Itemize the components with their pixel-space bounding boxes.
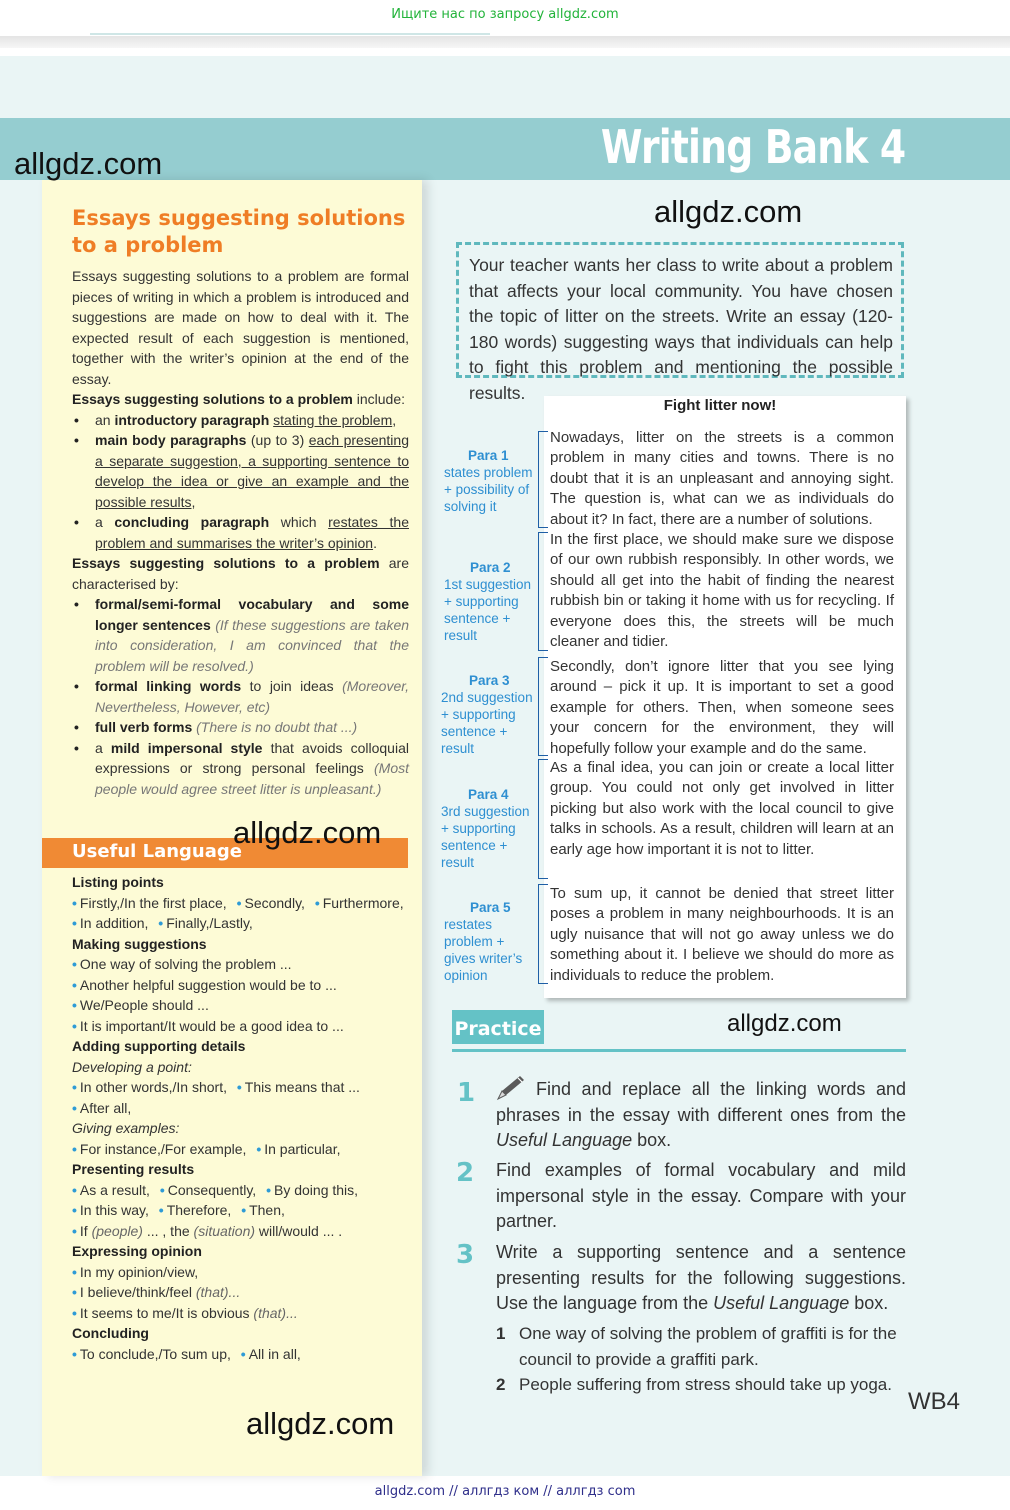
list-item: • a concluding paragraph which restates the problem and summarises the writer’s opinion.: [72, 512, 409, 553]
phrase-item: • If (people) ... , the (situation) will/would ... .: [72, 1222, 343, 1239]
phrase-item: • After all,: [72, 1099, 132, 1116]
list-item: • formal/semi-formal vocabulary and some longer sentences (If these suggestions are taken into consideration, I am convinced that the problem will be resolved.): [72, 594, 409, 676]
useful-language-body: [72, 872, 412, 1364]
essay-paragraph-1: Nowadays, litter on the streets is a common problem in many cities and towns. There is no doubt that it is an unpleasant and annoying sight. The question is, what can we as individuals do about it? In fact, there are a number of solutions.: [550, 429, 894, 528]
watermark: allgdz.com: [654, 194, 803, 229]
section-heading: Listing points: [72, 874, 164, 890]
essay-paragraph-5: To sum up, it cannot be denied that street litter poses a problem in many neighbourhoods. It is an ugly nuisance that will not go away unless we do something about it. I believe we should do more as individuals to reduce the problem.: [550, 885, 894, 984]
phrase-item: • In this way,: [72, 1202, 149, 1218]
subheading: Giving examples:: [72, 1120, 180, 1136]
phrase-item: • It seems to me/It is obvious (that)...: [72, 1304, 298, 1321]
phrase-item: • Consequently,: [159, 1181, 257, 1198]
task-text: Your teacher wants her class to write about a problem that affects your local community. You have chosen the topic of litter on the streets. Write an essay (120-180 words) suggesting ways that individuals can help to fight this problem and mentioning the possible results.: [469, 255, 893, 403]
essay-paragraph-2: In the first place, we should make sure we dispose of our own rubbish responsibly. In other words, we should all get into the habit of finding the nearest rubbish bin or taking it home with us for recycling. If everyone does this, the streets will be much cleaner and tidier.: [550, 531, 894, 651]
include-lead: Essays suggesting solutions to a problem include:: [72, 391, 405, 407]
para-bracket: [538, 759, 548, 879]
phrase-item: • For instance,/For example,: [72, 1140, 247, 1157]
phrase-item: • I believe/think/feel (that)...: [72, 1284, 241, 1300]
watermark: allgdz.com: [727, 1010, 842, 1037]
question-number: 3: [456, 1240, 475, 1270]
page-title: Writing Bank 4: [600, 120, 905, 174]
task-box: [456, 242, 904, 403]
para-label: Para 3 2nd suggestion + supporting sentence + result: [441, 673, 533, 756]
phrase-item: • As a result,: [72, 1181, 150, 1198]
essay-title: Fight litter now!: [663, 397, 777, 414]
watermark: allgdz.com: [246, 1406, 395, 1441]
phrase-item: • By doing this,: [266, 1181, 359, 1198]
section-heading: Making suggestions: [72, 935, 207, 952]
phrase-item: • In addition,: [72, 915, 149, 931]
question-3: Write a supporting sentence and a sentence presenting results for the following suggestions. Use the language from the Useful Language box.: [496, 1242, 906, 1313]
char-list: [72, 594, 409, 799]
footer-links: allgdz.com // аллгдз ком // аллгдз com: [374, 1484, 636, 1499]
sub-question-2: 2 People suffering from stress should take up yoga.: [496, 1375, 892, 1394]
para-bracket: [538, 884, 548, 984]
para-bracket: [538, 431, 548, 528]
question-number: 1: [457, 1078, 476, 1108]
phrase-item: • Another helpful suggestion would be to ...: [72, 976, 337, 993]
list-item: • formal linking words to join ideas (Moreover, Nevertheless, However, etc): [72, 676, 409, 717]
phrase-item: • In my opinion/view,: [72, 1263, 199, 1280]
page-code: WB4: [908, 1388, 961, 1415]
phrase-item: • All in all,: [240, 1345, 301, 1362]
phrase-item: • This means that ...: [236, 1079, 360, 1095]
phrase-item: • To conclude,/To sum up,: [72, 1345, 231, 1362]
top-shadow: [0, 36, 1010, 48]
para-bracket: [538, 657, 548, 756]
phrase-item: • Secondly,: [236, 894, 305, 911]
subheading: Developing a point:: [72, 1058, 192, 1075]
phrase-item: • Firstly,/In the first place,: [72, 894, 227, 911]
intro-text: Essays suggesting solutions to a problem are formal pieces of writing in which a problem is introduced and suggestions are made on how to deal with it. The expected result of each suggestion is mentioned, together with the writer’s opinion at the end of the essay.: [72, 268, 409, 387]
watermark: allgdz.com: [233, 815, 382, 850]
section-heading: Presenting results: [72, 1161, 195, 1177]
phrase-item: • Furthermore,: [314, 894, 404, 911]
practice-tab: Practice: [452, 1010, 544, 1044]
top-divider: [90, 33, 490, 35]
sidebar-title: Essays suggesting solutions to a problem: [72, 206, 406, 257]
sidebar-body: [72, 266, 409, 799]
list-item: • an introductory paragraph stating the problem,: [72, 410, 409, 431]
question-2: Find examples of formal vocabulary and mild impersonal style in the essay. Compare with your partner.: [496, 1160, 906, 1231]
section-heading: Concluding: [72, 1325, 149, 1341]
para-label: Para 2 1st suggestion + supporting sentence + result: [444, 560, 532, 643]
para-label: Para 1 states problem + possibility of solving it: [444, 448, 533, 514]
sub-question-1: 1 One way of solving the problem of graffiti is for the council to provide a graffiti park.: [496, 1324, 897, 1369]
useful-language-title: Useful Language: [72, 841, 242, 862]
para-label: Para 4 3rd suggestion + supporting sentence + result: [441, 787, 530, 870]
phrase-item: • In particular,: [256, 1140, 341, 1157]
practice-divider: [452, 1049, 906, 1052]
list-item: • a mild impersonal style that avoids colloquial expressions or strong personal feelings (Most people would agree street litter is unpleasant.): [72, 738, 409, 800]
phrase-item: • Then,: [241, 1202, 285, 1218]
phrase-item: • In other words,/In short,: [72, 1079, 227, 1095]
essay-paragraph-4: As a final idea, you can join or create a local litter group. You could not only get involved in litter picking but also work with the local council to give talks in schools. As a result, children will learn at an early age how important it is not to litter.: [550, 759, 894, 858]
para-label: Para 5 restates problem + gives writer’s opinion: [444, 900, 523, 983]
phrase-item: • Finally,/Lastly,: [158, 915, 253, 931]
phrase-item: • We/People should ...: [72, 997, 209, 1013]
section-heading: Expressing opinion: [72, 1243, 202, 1259]
list-item: • full verb forms (There is no doubt that ...): [72, 717, 409, 738]
question-1: Find and replace all the linking words and phrases in the essay with different ones from the Useful Language box.: [496, 1079, 906, 1150]
phrase-item: • One way of solving the problem ...: [72, 956, 292, 972]
list-item: • main body paragraphs (up to 3) each presenting a separate suggestion, a supporting sentence to develop the idea or give an example and the possible results,: [72, 430, 409, 512]
essay-paragraph-3: Secondly, don’t ignore litter that you see lying around – pick it up. It is important to set a good example for others. Then, when someone sees your concern for the environment, they will hopefully follow your example and do the same.: [550, 658, 894, 757]
section-heading: Adding supporting details: [72, 1038, 246, 1054]
watermark: allgdz.com: [14, 146, 163, 181]
phrase-item: • It is important/It would be a good idea to ...: [72, 1017, 344, 1034]
char-lead: Essays suggesting solutions to a problem are characterised by:: [72, 555, 409, 592]
include-list: [72, 410, 409, 554]
para-bracket: [538, 532, 548, 651]
top-notice: Ищите нас по запросу allgdz.com: [391, 7, 619, 22]
phrase-item: • Therefore,: [158, 1202, 232, 1218]
question-number: 2: [456, 1158, 475, 1188]
